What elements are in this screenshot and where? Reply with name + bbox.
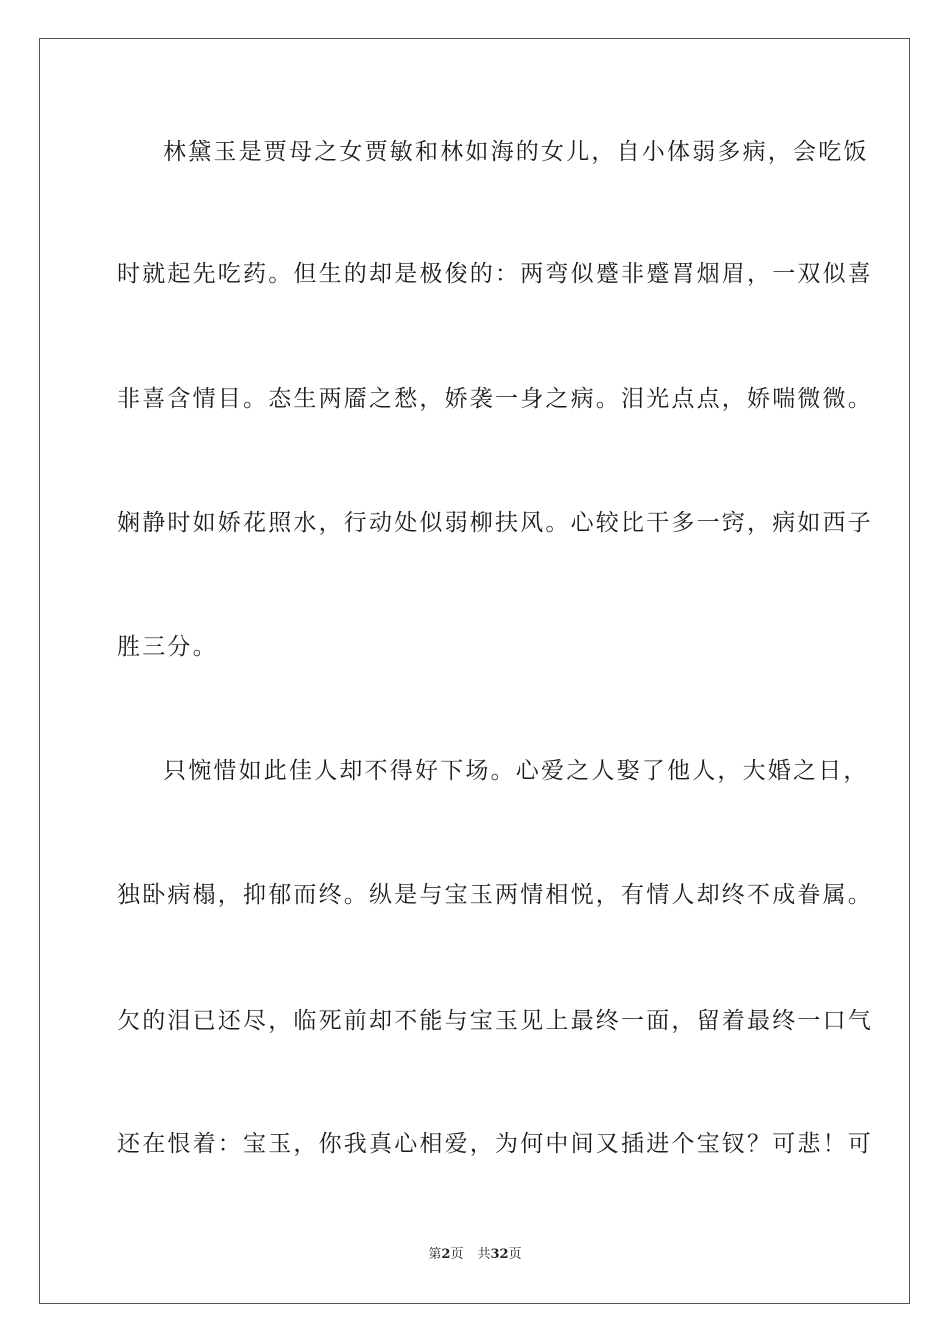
total-suffix: 页: [508, 1247, 522, 1262]
text-line-7: 独卧病榻，抑郁而终。纵是与宝玉两情相悦，有情人却终不成眷属。: [117, 882, 873, 908]
text-line-1: 林黛玉是贾母之女贾敏和林如海的女儿，自小体弱多病，会吃饭: [163, 139, 869, 165]
page-suffix: 页: [450, 1247, 464, 1262]
page-footer: [0, 1246, 950, 1264]
text-line-8: 欠的泪已还尽，临死前却不能与宝玉见上最终一面，留着最终一口气: [117, 1008, 873, 1034]
text-line-6: 只惋惜如此佳人却不得好下场。心爱之人娶了他人，大婚之日，: [163, 758, 869, 784]
total-prefix: 共: [477, 1247, 491, 1262]
page-prefix: 第: [428, 1247, 442, 1262]
page-number: 2: [441, 1247, 451, 1262]
text-line-9: 还在恨着：宝玉，你我真心相爱，为何中间又插进个宝钗？可悲！可: [117, 1131, 873, 1157]
total-pages: 32: [490, 1247, 509, 1262]
text-line-3: 非喜含情目。态生两靥之愁，娇袭一身之病。泪光点点，娇喘微微。: [117, 386, 873, 412]
text-line-5: 胜三分。: [117, 634, 218, 660]
text-line-4: 娴静时如娇花照水，行动处似弱柳扶风。心较比干多一窍，病如西子: [117, 510, 873, 536]
page-border: [39, 38, 910, 1304]
text-line-2: 时就起先吃药。但生的却是极俊的：两弯似蹙非蹙罥烟眉，一双似喜: [117, 261, 873, 287]
